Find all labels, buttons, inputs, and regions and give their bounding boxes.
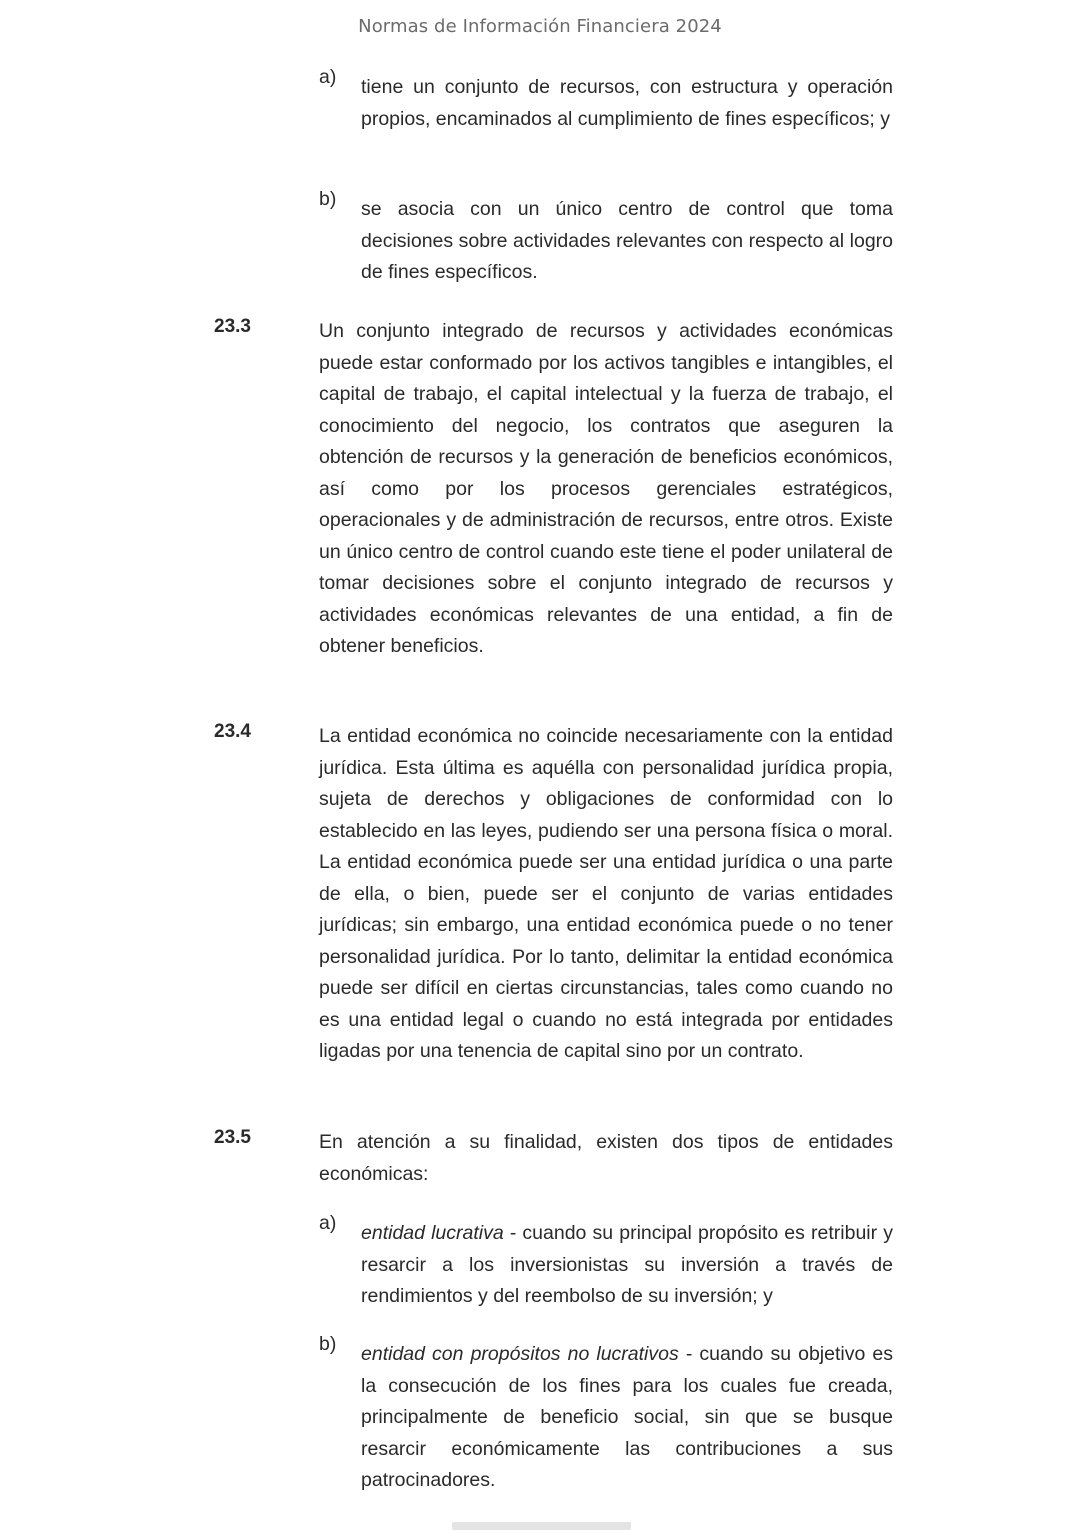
paragraph-number: 23.5 (214, 1127, 251, 1148)
definition-text: - cuando su principal propósito es retribuir y resarcir a los inversionistas su inversión a través de rendimientos y del reembolso de su inversión; y (361, 1222, 893, 1307)
paragraph-number: 23.3 (214, 316, 251, 337)
list-item-letter: b) (319, 1333, 337, 1355)
list-item-letter: b) (319, 188, 337, 210)
definition-text: - cuando su objetivo es la consecución de los fines para los cuales fue creada, principalmente de beneficio social, sin que se busque resarcir económicamente las contribuciones a sus patrocinadores. (361, 1343, 893, 1491)
list-item-text (361, 1218, 893, 1313)
list-item-text: se asocia con un único centro de control que toma decisiones sobre actividades relevantes con respecto al logro de fines específicos. (361, 198, 893, 283)
defined-term: entidad lucrativa (361, 1222, 504, 1244)
paragraph-number: 23.4 (214, 721, 251, 742)
list-item-text (361, 1339, 893, 1497)
document-header: Normas de Información Financiera 2024 (358, 16, 722, 37)
paragraph-text: En atención a su finalidad, existen dos tipos de entidades económicas: (319, 1131, 893, 1185)
list-item-letter: a) (319, 1212, 337, 1234)
paragraph-text: La entidad económica no coincide necesariamente con la entidad jurídica. Esta última es aquélla con personalidad jurídica propia, sujeta de derechos y obligaciones de conformidad con lo establecido en las leyes, pudiendo ser una persona física o moral. La entidad económica puede ser una entidad jurídica o una parte de ella, o bien, puede ser el conjunto de varias entidades jurídicas; sin embargo, una entidad económica puede o no tener personalidad jurídica. Por lo tanto, delimitar la entidad económica puede ser difícil en ciertas circunstancias, tales como cuando no es una entidad legal o cuando no está integrada por entidades ligadas por una tenencia de capital sino por un contrato. (319, 725, 893, 1062)
defined-term: entidad con propósitos no lucrativos (361, 1343, 679, 1365)
list-item-letter: a) (319, 66, 337, 88)
list-item-text: tiene un conjunto de recursos, con estructura y operación propios, encaminados al cumplimiento de fines específicos; y (361, 76, 893, 130)
scrollbar-thumb[interactable] (452, 1522, 631, 1530)
paragraph-text: Un conjunto integrado de recursos y actividades económicas puede estar conformado por los activos tangibles e intangibles, el capital de trabajo, el capital intelectual y la fuerza de trabajo, el conocimiento del negocio, los contratos que aseguren la obtención de recursos y la generación de beneficios económicos, así como por los procesos gerenciales estratégicos, operacionales y de administración de recursos, entre otros. Existe un único centro de control cuando este tiene el poder unilateral de tomar decisiones sobre el conjunto integrado de recursos y actividades económicas relevantes de una entidad, a fin de obtener beneficios. (319, 320, 893, 657)
